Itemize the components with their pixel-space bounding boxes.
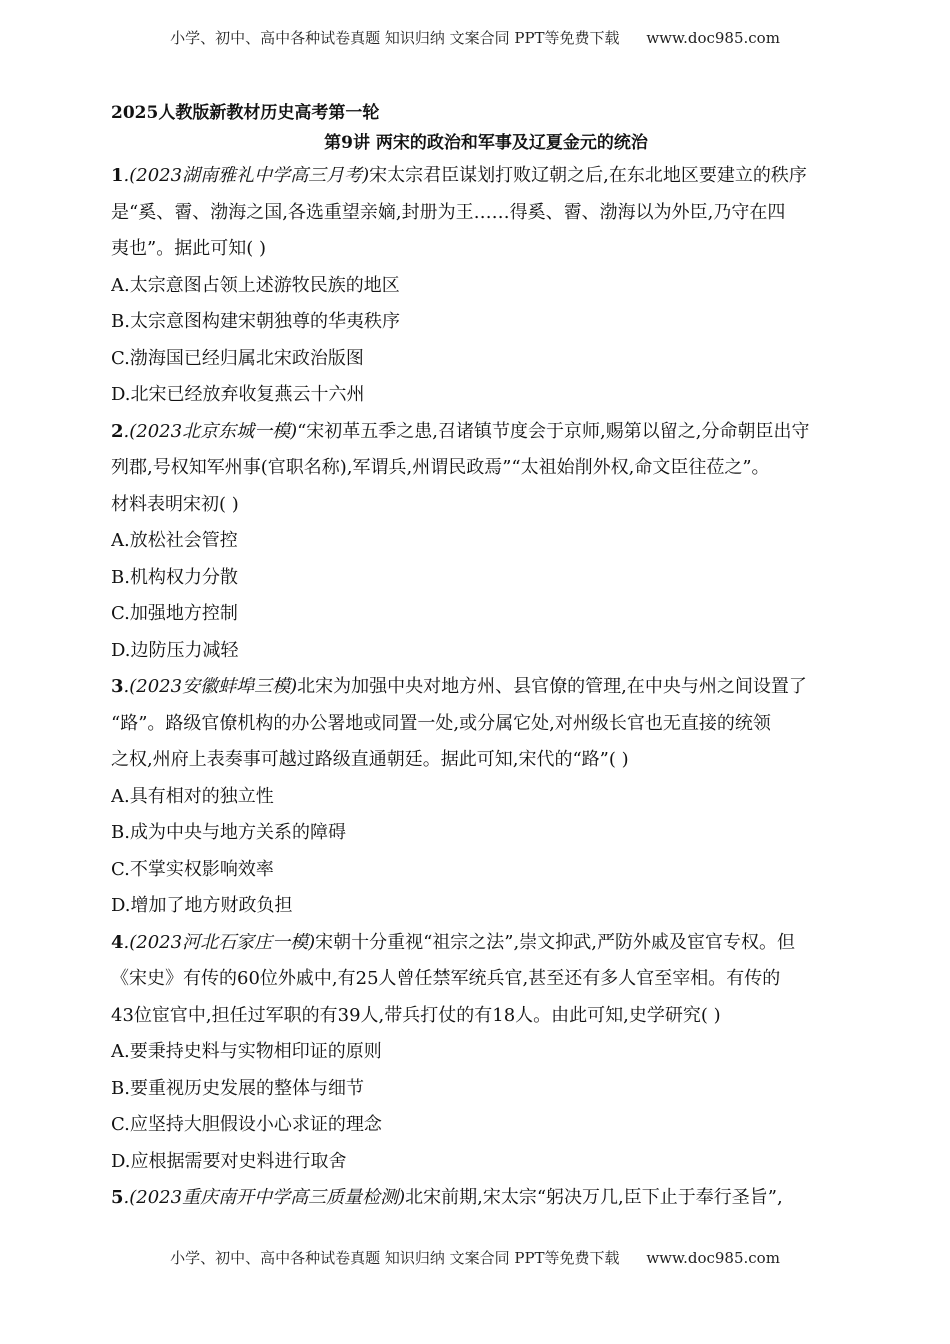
question-stem-line <box>111 925 841 962</box>
question-stem-line <box>111 1180 841 1217</box>
answer-option: B.机构权力分散 <box>111 566 238 588</box>
header-url[interactable]: www.doc985.com <box>646 29 780 47</box>
question-stem-text: 宋太宗君臣谋划打败辽朝之后,在东北地区要建立的秩序 <box>369 165 807 186</box>
footer-url[interactable]: www.doc985.com <box>646 1249 780 1267</box>
question-2 <box>111 414 841 670</box>
question-source: .(2023河北石家庄一模) <box>123 931 316 953</box>
question-stem-line <box>111 669 841 706</box>
question-stem-text: “宋初革五季之患,召诸镇节度会于京师,赐第以留之,分命朝臣出守 <box>297 420 810 442</box>
question-stem-text: 北宋为加强中央对地方州、县官僚的管理,在中央与州之间设置了 <box>297 676 807 697</box>
question-source: .(2023安徽蚌埠三模) <box>123 676 298 697</box>
answer-option: A.具有相对的独立性 <box>111 785 274 807</box>
question-stem-line <box>111 231 841 268</box>
question-source: .(2023湖南雅礼中学高三月考) <box>123 165 370 186</box>
question-stem-line <box>111 450 841 487</box>
answer-option: D.北宋已经放弃收复燕云十六州 <box>111 384 365 405</box>
answer-option: D.边防压力减轻 <box>111 639 239 661</box>
answer-option: A.放松社会管控 <box>111 530 238 551</box>
header-text: 小学、初中、高中各种试卷真题 知识归纳 文案合同 PPT等免费下载 <box>170 29 620 47</box>
question-stem-text: 43位宦官中,担任过军职的有39人,带兵打仗的有18人。由此可知,史学研究( ) <box>111 1004 721 1026</box>
lecture-title: 第9讲 两宋的政治和军事及辽夏金元的统治 <box>324 133 648 153</box>
question-stem-text: 北宋前期,宋太宗“躬决万几,臣下止于奉行圣旨”, <box>405 1187 783 1208</box>
question-stem-line <box>111 742 841 779</box>
page-header <box>0 27 950 48</box>
question-stem-text: 《宋史》有传的60位外戚中,有25人曾任禁军统兵官,甚至还有多人官至宰相。有传的 <box>111 968 781 989</box>
answer-option: B.成为中央与地方关系的障碍 <box>111 822 346 843</box>
footer-text: 小学、初中、高中各种试卷真题 知识归纳 文案合同 PPT等免费下载 <box>170 1249 620 1267</box>
question-stem-text: 夷也”。据此可知( ) <box>111 238 266 259</box>
question-source: .(2023重庆南开中学高三质量检测) <box>123 1187 406 1208</box>
question-stem-text: 列郡,号权知军州事(官职名称),军谓兵,州谓民政焉”“太祖始削外权,命文臣往莅之”。 <box>111 457 770 478</box>
question-stem-text: 材料表明宋初( ) <box>111 493 239 515</box>
question-stem-line <box>111 487 841 524</box>
question-stem-text: “路”。路级官僚机构的办公署地或同置一处,或分属它处,对州级长官也无直接的统领 <box>111 712 771 734</box>
answer-option: B.要重视历史发展的整体与细节 <box>111 1077 364 1099</box>
answer-option: C.渤海国已经归属北宋政治版图 <box>111 347 364 369</box>
answer-option: A.要秉持史料与实物相印证的原则 <box>111 1041 382 1062</box>
question-stem-line <box>111 706 841 743</box>
question-number: 2 <box>111 420 124 442</box>
answer-option: A.太宗意图占领上述游牧民族的地区 <box>111 274 400 296</box>
question-4 <box>111 925 841 1181</box>
answer-option: C.加强地方控制 <box>111 603 238 624</box>
document-body <box>111 98 841 1217</box>
question-stem-text: 之权,州府上表奏事可越过路级直通朝廷。据此可知,宋代的“路”( ) <box>111 749 629 770</box>
answer-option: B.太宗意图构建宋朝独尊的华夷秩序 <box>111 311 400 332</box>
question-number: 3 <box>111 676 124 697</box>
question-stem-line <box>111 414 841 451</box>
question-number: 5 <box>111 1187 124 1208</box>
answer-option: C.应坚持大胆假设小心求证的理念 <box>111 1114 382 1135</box>
question-stem-text: 宋朝十分重视“祖宗之法”,崇文抑武,严防外戚及宦官专权。但 <box>315 931 795 953</box>
question-3 <box>111 669 841 925</box>
question-list <box>111 158 841 1217</box>
question-source: .(2023北京东城一模) <box>123 420 298 442</box>
question-stem-line <box>111 195 841 232</box>
document-title: 2025人教版新教材历史高考第一轮 <box>111 103 380 123</box>
question-number: 1 <box>111 165 124 186</box>
question-stem-line <box>111 961 841 998</box>
question-stem-text: 是“奚、霫、渤海之国,各选重望亲嫡,封册为王……得奚、霫、渤海以为外臣,乃守在四 <box>111 201 786 223</box>
question-stem-line <box>111 998 841 1035</box>
answer-option: D.增加了地方财政负担 <box>111 895 293 916</box>
question-stem-line <box>111 158 841 195</box>
question-1 <box>111 158 841 414</box>
question-5 <box>111 1180 841 1217</box>
answer-option: C.不掌实权影响效率 <box>111 858 274 880</box>
question-number: 4 <box>111 931 124 953</box>
page-footer <box>0 1247 950 1268</box>
answer-option: D.应根据需要对史料进行取舍 <box>111 1150 347 1172</box>
